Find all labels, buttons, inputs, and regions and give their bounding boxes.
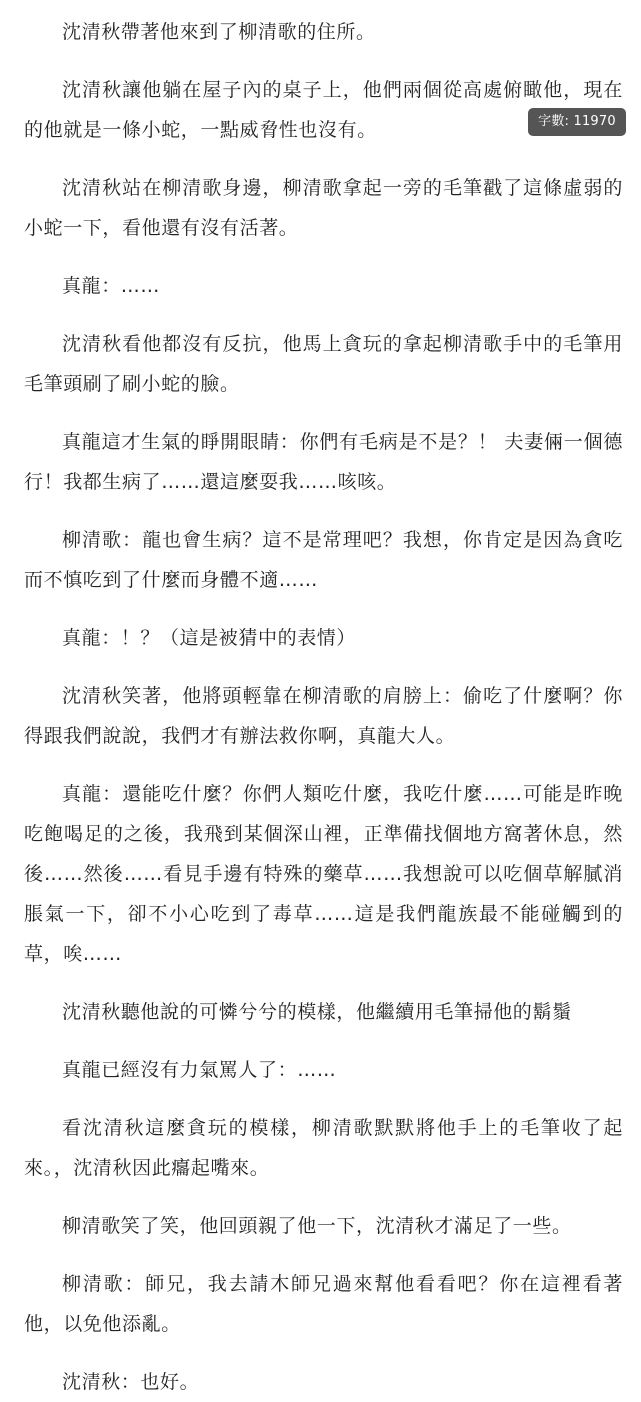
paragraph: 沈清秋讓他躺在屋子內的桌子上，他們兩個從高處俯瞰他，現在的他就是一條小蛇，一點威脅性也沒有。 (24, 79, 623, 141)
paragraph: 沈清秋：也好。 (62, 1371, 200, 1393)
paragraph: 真龍這才生氣的睜開眼睛：你們有毛病是不是？！ 夫妻倆一個德行！我都生病了……還這麼耍我……咳咳。 (24, 431, 623, 493)
paragraph: 看沈清秋這麼貪玩的模樣，柳清歌默默將他手上的毛筆收了起來。，沈清秋因此癟起嘴來。 (24, 1117, 623, 1179)
paragraph: 沈清秋笑著，他將頭輕靠在柳清歌的肩膀上：偷吃了什麼啊？你得跟我們說說，我們才有辦法救你啊，真龍大人。 (24, 685, 623, 747)
word-count-badge: 字數: 11970 (528, 108, 626, 136)
paragraph: 柳清歌：師兄，我去請木師兄過來幫他看看吧？你在這裡看著他，以免他添亂。 (24, 1273, 623, 1335)
paragraph: 沈清秋聽他說的可憐兮兮的模樣，他繼續用毛筆掃他的鬍鬚 (62, 1001, 572, 1023)
paragraph: 真龍：！？（這是被猜中的表情） (62, 627, 357, 649)
paragraph: 沈清秋看他都沒有反抗，他馬上貪玩的拿起柳清歌手中的毛筆用毛筆頭刷了刷小蛇的臉。 (24, 333, 623, 395)
paragraph: 真龍：還能吃什麼？你們人類吃什麼，我吃什麼……可能是昨晚吃飽喝足的之後，我飛到某個深山裡，正準備找個地方窩著休息，然後……然後……看見手邊有特殊的藥草……我想說可以吃個草解膩消脹氣一下，卻不小心吃到了毒草……這是我們龍族最不能碰觸到的草，唉…… (24, 783, 623, 965)
paragraph: 真龍：…… (62, 275, 161, 297)
paragraph: 柳清歌：龍也會生病？這不是常理吧？我想，你肯定是因為貪吃而不慎吃到了什麼而身體不適…… (24, 529, 623, 591)
paragraph: 柳清歌笑了笑，他回頭親了他一下，沈清秋才滿足了一些。 (62, 1215, 572, 1237)
paragraph: 沈清秋站在柳清歌身邊，柳清歌拿起一旁的毛筆戳了這條虛弱的小蛇一下，看他還有沒有活著。 (24, 177, 623, 239)
paragraph: 真龍已經沒有力氣罵人了：…… (62, 1059, 337, 1081)
paragraph: 沈清秋帶著他來到了柳清歌的住所。 (62, 21, 376, 43)
